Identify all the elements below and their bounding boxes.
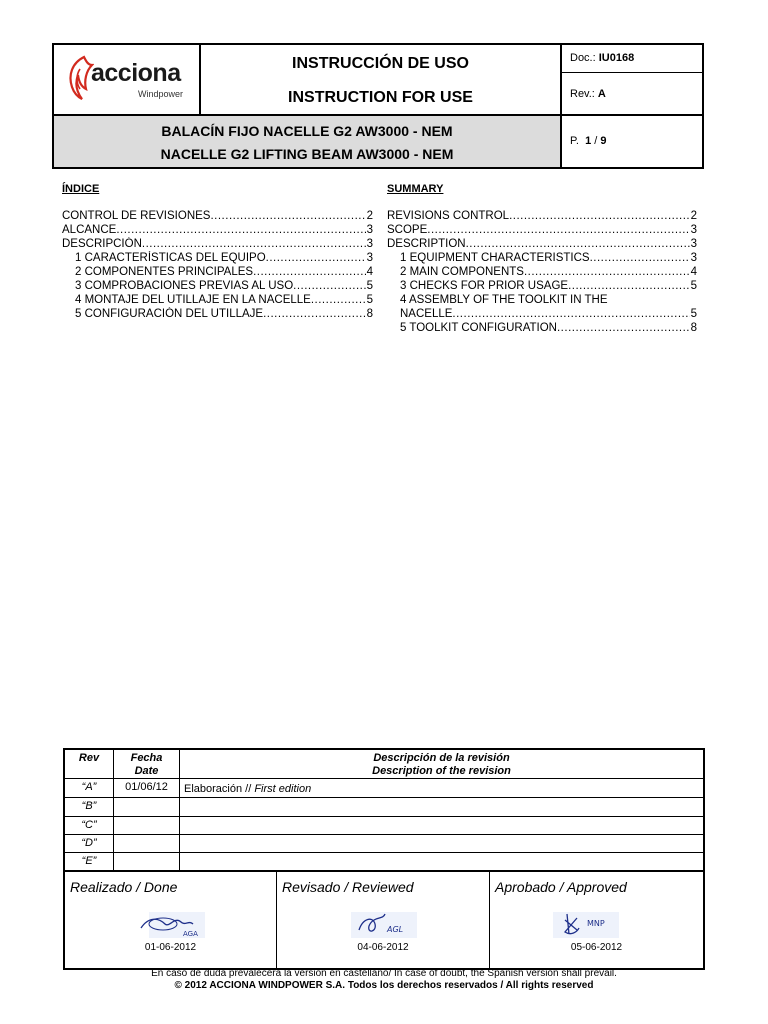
index-heading-en: SUMMARY	[387, 183, 444, 195]
acciona-flame-icon	[66, 55, 94, 101]
rev-value: A	[597, 88, 606, 100]
table-row: “B”	[81, 800, 97, 812]
page-total: 9	[600, 135, 607, 147]
toc-en	[387, 209, 697, 335]
subtitle-english: NACELLE G2 LIFTING BEAM AW3000 - NEM	[160, 146, 454, 162]
logo-wordmark: acciona	[91, 59, 181, 87]
revision-row	[562, 73, 702, 114]
col-header-rev: Rev	[78, 752, 100, 764]
svg-text:MNP: MNP	[587, 919, 605, 928]
signature-approved-icon	[551, 910, 623, 940]
logo-cell	[54, 45, 201, 116]
toc-item[interactable]: REVISIONS CONTROL ..... 2	[387, 209, 697, 223]
page-indicator: P. 1 / 9	[570, 135, 607, 147]
toc-item[interactable]: DESCRIPTION ..... 3	[387, 237, 697, 251]
toc-es	[62, 209, 373, 321]
toc-item[interactable]: 3 CHECKS FOR PRIOR USAGE ..... 5	[387, 279, 697, 293]
toc-item[interactable]: DESCRIPCIÓN ..... 3	[62, 237, 373, 251]
page-current: 1	[585, 135, 592, 147]
title-spanish: INSTRUCCIÓN DE USO	[292, 55, 469, 72]
toc-item[interactable]: NACELLE ..... 5	[387, 307, 697, 321]
table-row: “C”	[81, 819, 97, 831]
meta-cell	[562, 45, 702, 116]
title-english: INSTRUCTION FOR USE	[288, 89, 473, 106]
toc-item[interactable]: 1 EQUIPMENT CHARACTERISTICS ..... 3	[387, 251, 697, 265]
index-heading-es: ÍNDICE	[62, 183, 100, 195]
col-header-desc: Descripción de la revisión Description of the revision	[372, 752, 511, 777]
toc-item[interactable]: 5 TOOLKIT CONFIGURATION ..... 8	[387, 321, 697, 335]
col-header-date: Fecha Date	[130, 752, 163, 777]
toc-item[interactable]: 5 CONFIGURACIÓN DEL UTILLAJE ..... 8	[62, 307, 373, 321]
doc-number-row	[562, 45, 702, 73]
page-cell	[562, 116, 702, 167]
logo-subtitle: Windpower	[138, 89, 184, 99]
toc-item[interactable]: SCOPE ..... 3	[387, 223, 697, 237]
subtitle-spanish: BALACÍN FIJO NACELLE G2 AW3000 - NEM	[161, 123, 453, 139]
signature-reviewed-icon	[349, 910, 421, 940]
svg-text:AGL: AGL	[387, 925, 404, 934]
toc-item[interactable]: CONTROL DE REVISIONES ..... 2	[62, 209, 373, 223]
toc-item[interactable]: 3 COMPROBACIONES PREVIAS AL USO ..... 5	[62, 279, 373, 293]
footer-copyright: © 2012 ACCIONA WINDPOWER S.A. Todos los derechos reservados / All rights reserved	[174, 980, 594, 991]
subtitle-cell	[54, 116, 562, 167]
table-row: “D”	[81, 837, 97, 849]
toc-item-wrap[interactable]: 4 ASSEMBLY OF THE TOOLKIT IN THE	[400, 294, 608, 306]
toc-item[interactable]: 2 MAIN COMPONENTS ..... 4	[387, 265, 697, 279]
toc-item[interactable]: ALCANCE ..... 3	[62, 223, 373, 237]
document-header	[52, 43, 704, 169]
toc-item[interactable]: 1 CARACTERÍSTICAS DEL EQUIPO ..... 3	[62, 251, 373, 265]
table-row: “E”	[81, 855, 97, 867]
title-cell	[201, 45, 562, 116]
svg-text:AGA: AGA	[183, 930, 198, 938]
revision-table: Rev Fecha Date Descripción de la revisión Description of the revision “A” 01/06/12 Elaboración // First edition “B” “C” “D” “E” Realizado / Done AGA 01-06-2012 Revisado / Reviewed AGL 04-06-2012 Aprobado / Approved MNP 05-06-2012	[63, 748, 705, 970]
doc-label: Doc.:	[570, 52, 596, 64]
signature-done-icon	[135, 910, 207, 940]
toc-item[interactable]: 2 COMPONENTES PRINCIPALES ..... 4	[62, 265, 373, 279]
rev-label: Rev.:	[570, 88, 595, 100]
footer-disclaimer: En caso de duda prevalecerá la versión en castellano/ In case of doubt, the Spanish version shall prevail.	[151, 968, 617, 979]
toc-item[interactable]: 4 MONTAJE DEL UTILLAJE EN LA NACELLE ..... 5	[62, 293, 373, 307]
doc-value: IU0168	[598, 52, 635, 64]
